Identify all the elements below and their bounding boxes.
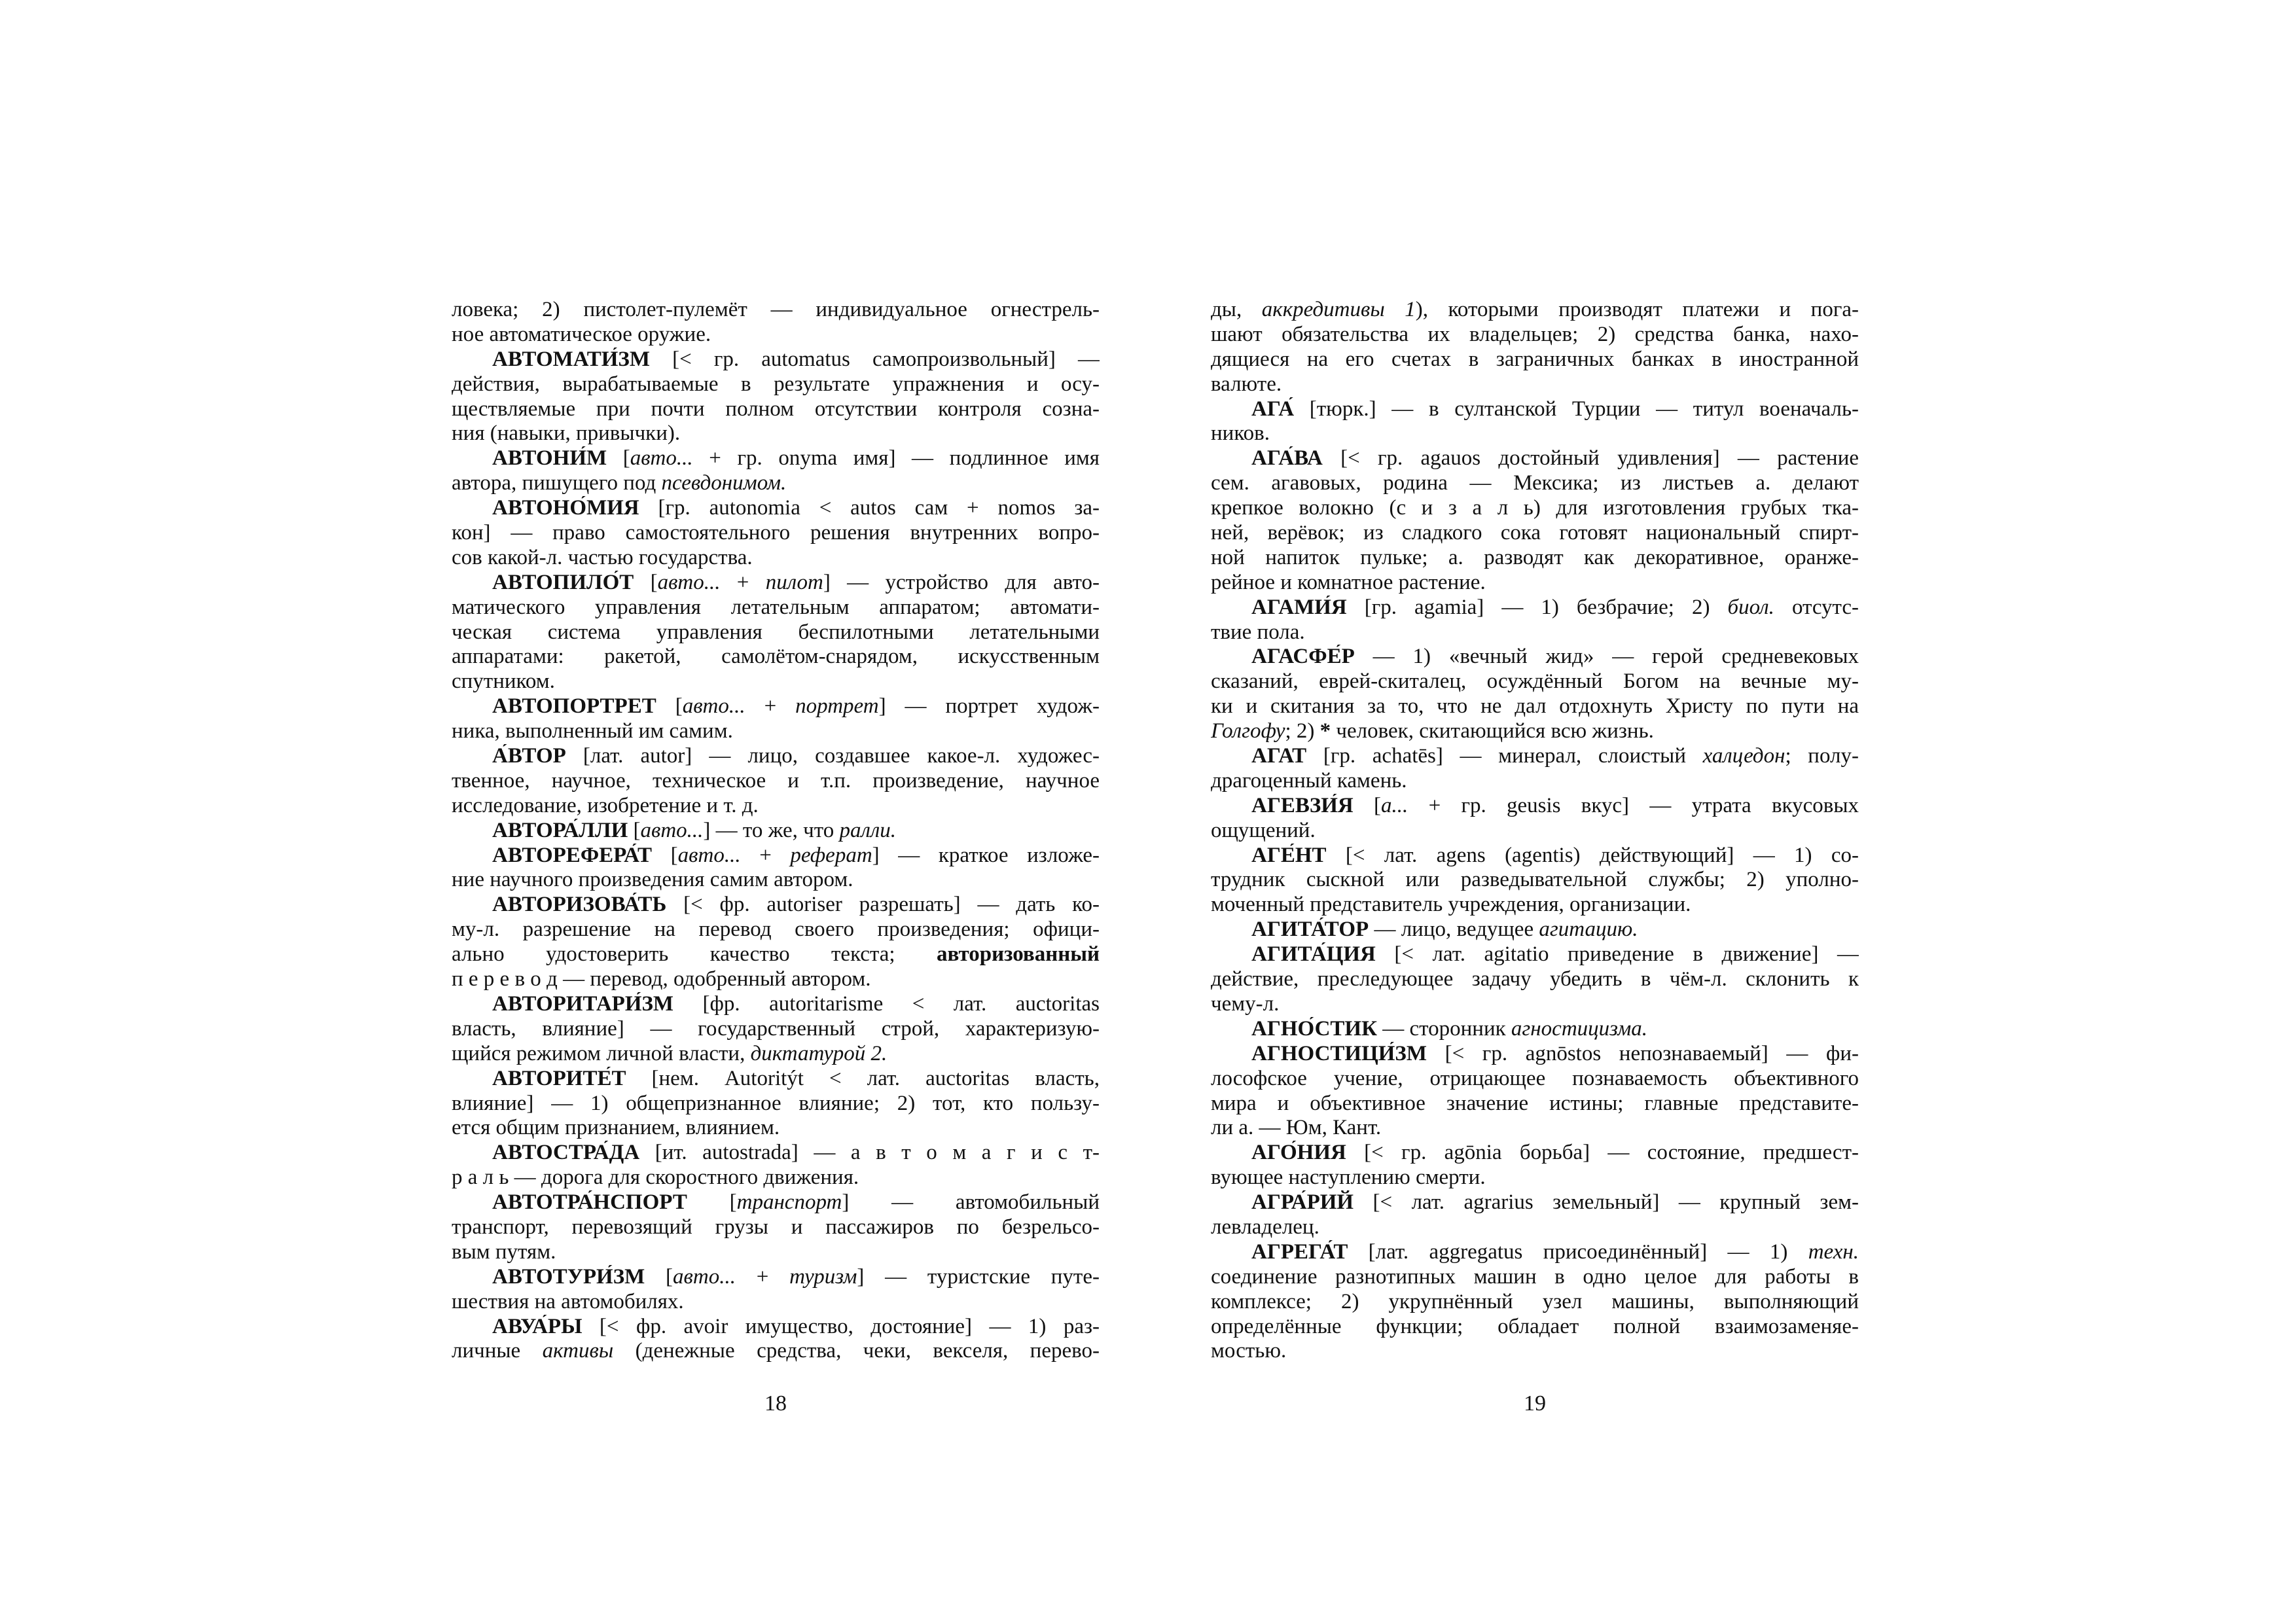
italic-run: портрет	[795, 694, 879, 719]
text-run: [< лат. agitatio приведение в движение] —	[1375, 942, 1859, 967]
text-line	[1211, 1141, 1859, 1166]
text-line	[1211, 1092, 1859, 1116]
text-run: ния (навыки, привычки).	[452, 421, 681, 446]
text-run: ли а. — Юм, Кант.	[1211, 1116, 1382, 1140]
headword: А́ВТОР	[492, 744, 566, 768]
text-run: человек, скитающийся всю жизнь.	[1331, 719, 1654, 743]
text-run: рейное и комнатное растение.	[1211, 570, 1486, 594]
text-run: крепкое волокно (с и з а л ь) для изготовления грубых тка-	[1211, 496, 1859, 520]
headword: авторизованный	[936, 942, 1100, 967]
text-run: ние научного произведения самим автором.	[452, 868, 853, 892]
text-run: ; полу-	[1785, 744, 1859, 768]
text-line	[1211, 1166, 1859, 1190]
italic-run: псевдонимом.	[661, 471, 787, 495]
text-line	[1211, 1116, 1859, 1141]
text-line	[1211, 669, 1859, 694]
text-run: ловека; 2) пистолет-пулемёт — индивидуальное огнестрель-	[452, 298, 1100, 321]
text-run: ] — краткое изложе-	[872, 843, 1100, 867]
text-run: [< гр. agnōstos непознаваемый] — фи-	[1426, 1041, 1859, 1065]
text-run: +	[740, 843, 791, 867]
text-run: — лицо, ведущее	[1369, 918, 1539, 942]
italic-run: реферат	[790, 843, 872, 867]
text-line	[1211, 496, 1859, 521]
text-line	[452, 521, 1100, 546]
text-run: чему-л.	[1211, 991, 1280, 1016]
italic-run: туризм	[789, 1264, 857, 1289]
text-run: [гр. achatēs] — минерал, слоистый	[1306, 744, 1703, 768]
text-run: ] — устройство для авто-	[823, 570, 1100, 594]
text-line	[452, 348, 1100, 372]
text-run: влияние] — 1) общепризнанное влияние; 2) тот, кто пользу-	[452, 1091, 1100, 1115]
text-run: ально удостоверить качество текста;	[452, 942, 937, 967]
text-run: моченный представитель учреждения, организации.	[1211, 893, 1691, 917]
text-line	[1211, 571, 1859, 596]
text-line	[452, 1017, 1100, 1042]
text-run: щийся режимом личной власти,	[452, 1041, 751, 1065]
text-run: [< лат. agens (agentis) действующий] — 1) со-	[1326, 843, 1859, 867]
text-line	[452, 769, 1100, 794]
italic-run: аккредитивы 1	[1261, 298, 1416, 321]
text-run: [гр. autonomia < autos сам + nomos за-	[639, 496, 1100, 520]
text-line	[1211, 348, 1859, 372]
text-run: лософское учение, отрицающее познаваемость объективного	[1211, 1066, 1859, 1090]
text-line	[452, 421, 1100, 446]
text-run: — сторонник	[1377, 1016, 1511, 1041]
text-run: [	[687, 1190, 737, 1215]
text-line	[1211, 446, 1859, 471]
italic-run: халцедон	[1702, 744, 1785, 768]
italic-run: ралли.	[839, 818, 897, 842]
italic-run: активы	[542, 1339, 614, 1363]
text-line	[1211, 744, 1859, 769]
text-run: соединение разнотипных машин в одно целое для работы в	[1211, 1264, 1859, 1289]
text-line	[1211, 645, 1859, 669]
text-run: [< гр. agauos достойный удивления] — растение	[1322, 446, 1859, 471]
text-run: левладелец.	[1211, 1215, 1319, 1239]
text-run: +	[720, 570, 766, 594]
text-run: ников.	[1211, 421, 1270, 446]
text-run: определённые функции; обладает полной взаимозаменяе-	[1211, 1314, 1859, 1338]
text-run: сем. агавовых, родина — Мексика; из листьев а. делают	[1211, 471, 1859, 495]
text-line	[1211, 1215, 1859, 1240]
text-line	[452, 819, 1100, 844]
text-line	[452, 967, 1100, 992]
text-line	[452, 323, 1100, 348]
headword: АВТОМАТИ́ЗМ	[492, 347, 650, 371]
text-run: транспорт, перевозящий грузы и пассажиров по безрельсо-	[452, 1215, 1100, 1239]
text-run: му-л. разрешение на перевод своего произведения; офици-	[452, 918, 1100, 942]
headword: АВТОПОРТРЕТ	[492, 694, 656, 719]
text-line	[452, 942, 1100, 967]
text-run: ется общим признанием, влиянием.	[452, 1116, 780, 1140]
text-run: действия, вырабатываемые в результате упражнения и осу-	[452, 372, 1100, 396]
text-run: мира и объективное значение истины; главные представите-	[1211, 1091, 1859, 1115]
text-run: драгоценный камень.	[1211, 768, 1407, 793]
text-line	[1211, 1240, 1859, 1265]
text-line	[452, 893, 1100, 918]
text-line	[452, 794, 1100, 819]
text-line	[1211, 471, 1859, 496]
text-run: ] — то же, что	[703, 818, 840, 842]
text-run: матического управления летательным аппаратом; автомати-	[452, 595, 1100, 619]
right-page	[1211, 298, 1859, 1436]
right-page-text	[1211, 298, 1859, 1364]
italic-run: агностицизма.	[1511, 1016, 1648, 1041]
text-run: дящиеся на его счетах в заграничных банках в иностранной	[1211, 347, 1859, 371]
text-line	[452, 868, 1100, 893]
headword: АВТОСТРА́ДА	[492, 1141, 640, 1165]
headword: АГАТ	[1251, 744, 1307, 768]
italic-run: диктатурой 2.	[750, 1041, 888, 1065]
text-line	[452, 1265, 1100, 1290]
text-line	[452, 596, 1100, 620]
text-line	[1211, 1315, 1859, 1340]
text-line	[1211, 719, 1859, 744]
headword: АВУА́РЫ	[492, 1314, 583, 1338]
text-run: комплексе; 2) укрупнённый узел машины, выполняющий	[1211, 1289, 1859, 1313]
text-line	[1211, 372, 1859, 397]
text-line	[452, 1141, 1100, 1166]
headword: АВТОРЕФЕРА́Т	[492, 843, 653, 867]
headword: АВТОПИЛО́Т	[492, 570, 634, 594]
text-line	[452, 546, 1100, 571]
text-run: валюте.	[1211, 372, 1282, 396]
text-run: вующее наступлению смерти.	[1211, 1166, 1486, 1190]
headword: АГРЕГА́Т	[1251, 1240, 1348, 1264]
text-run: ] — портрет худож-	[878, 694, 1100, 719]
text-line	[1211, 620, 1859, 645]
text-line	[1211, 967, 1859, 992]
text-run: ; 2)	[1285, 719, 1320, 743]
headword: АГИТА́ТОР	[1251, 918, 1369, 942]
text-line	[1211, 844, 1859, 868]
headword: АГА́ВА	[1251, 446, 1323, 471]
text-run: [гр. agamia] — 1) безбрачие; 2)	[1346, 595, 1728, 619]
text-run: [	[607, 446, 630, 471]
headword: *	[1319, 719, 1331, 743]
text-line	[1211, 1290, 1859, 1315]
text-run: ной напиток пульке; а. разводят как декоративное, оранже-	[1211, 545, 1859, 569]
text-line	[452, 719, 1100, 744]
text-run: ощущений.	[1211, 818, 1316, 842]
text-line	[1211, 893, 1859, 918]
headword: АГАСФЕ́Р	[1251, 645, 1355, 669]
text-run: ки и скитания за то, что не дал отдохнуть Христу по пути на	[1211, 694, 1859, 719]
headword: АВТОТУРИ́ЗМ	[492, 1264, 645, 1289]
left-page	[452, 298, 1100, 1436]
text-line	[1211, 323, 1859, 348]
text-line	[452, 397, 1100, 422]
text-run: + гр. geusis вкус] — утрата вкусовых	[1408, 793, 1859, 817]
text-line	[1211, 421, 1859, 446]
text-run: ное автоматическое оружие.	[452, 322, 711, 346]
text-line	[452, 1092, 1100, 1116]
text-run: исследование, изобретение и т. д.	[452, 793, 759, 817]
text-run: ществляемые при почти полном отсутствии контроля созна-	[452, 397, 1100, 421]
italic-run: авто...	[640, 818, 704, 842]
text-line	[452, 1339, 1100, 1364]
text-line	[452, 571, 1100, 596]
text-run: ] — автомобильный	[842, 1190, 1100, 1215]
text-run: [ит. autostrada] — а в т о м а г и с т-	[639, 1141, 1100, 1165]
text-line	[1211, 298, 1859, 323]
text-line	[1211, 694, 1859, 719]
headword: АГАМИ́Я	[1251, 595, 1347, 619]
text-line	[1211, 769, 1859, 794]
text-line	[1211, 397, 1859, 422]
text-line	[452, 1042, 1100, 1067]
italic-run: биол.	[1727, 595, 1774, 619]
text-line	[1211, 596, 1859, 620]
text-run: [лат. aggregatus присоединённый] — 1)	[1348, 1240, 1808, 1264]
text-line	[452, 496, 1100, 521]
text-line	[1211, 868, 1859, 893]
text-line	[452, 298, 1100, 323]
text-run: личные	[452, 1339, 543, 1363]
text-run: твие пола.	[1211, 620, 1305, 644]
text-line	[452, 471, 1100, 496]
text-line	[1211, 1017, 1859, 1042]
text-run: + гр. onyma имя] — подлинное имя	[692, 446, 1100, 471]
text-run: твенное, научное, техническое и т.п. произведение, научное	[452, 768, 1100, 793]
headword: АГРА́РИЙ	[1251, 1190, 1354, 1215]
text-run: п е р е в о д — перевод, одобренный автором.	[452, 967, 871, 991]
headword: АГА́	[1251, 397, 1295, 421]
text-run: трудник сыскной или разведывательной службы; 2) уполно-	[1211, 868, 1859, 892]
text-line	[452, 918, 1100, 942]
text-run: [< лат. agrarius земельный] — крупный зем-	[1354, 1190, 1859, 1215]
text-run: действие, преследующее задачу убедить в чём-л. склонить к	[1211, 967, 1859, 991]
headword: АГЕ́НТ	[1251, 843, 1327, 867]
text-run: ), которыми производят платежи и пога-	[1415, 298, 1859, 321]
italic-run: авто...	[657, 570, 721, 594]
text-run: ды,	[1211, 298, 1262, 321]
italic-run: авто...	[677, 843, 741, 867]
italic-run: авто...	[630, 446, 693, 471]
italic-run: авто...	[673, 1264, 736, 1289]
text-run: [< фр. autoriser разрешать] — дать ко-	[666, 893, 1100, 917]
headword: АВТОРА́ЛЛИ	[492, 818, 628, 842]
headword: АВТОНО́МИЯ	[492, 496, 639, 520]
headword: АВТОТРА́НСПОРТ	[492, 1190, 687, 1215]
text-run: мостью.	[1211, 1339, 1287, 1363]
text-run: спутником.	[452, 669, 555, 694]
text-run: +	[745, 694, 796, 719]
text-run: аппаратами: ракетой, самолётом-снарядом, искусственным	[452, 645, 1100, 669]
text-line	[1211, 521, 1859, 546]
page-number: 19	[1524, 1391, 1546, 1416]
italic-run: агитацию.	[1539, 918, 1638, 942]
page-number: 18	[764, 1391, 787, 1416]
text-line	[452, 1166, 1100, 1190]
text-run: шают обязательства их владельцев; 2) средства банка, нахо-	[1211, 322, 1859, 346]
text-run: — 1) «вечный жид» — герой средневековых	[1354, 645, 1859, 669]
text-run: автора, пишущего под	[452, 471, 662, 495]
text-run: [нем. Autoritýt < лат. auctoritas власть,	[626, 1066, 1100, 1090]
text-line	[452, 1315, 1100, 1340]
text-line	[1211, 1190, 1859, 1215]
text-run: ней, верёвок; из сладкого сока готовят национальный спирт-	[1211, 521, 1859, 545]
text-run: ника, выполненный им самим.	[452, 719, 733, 743]
text-line	[452, 645, 1100, 669]
headword: АГНО́СТИК	[1251, 1016, 1378, 1041]
text-run: кон] — право самостоятельного решения внутренних вопро-	[452, 521, 1100, 545]
headword: АГЕВЗИ́Я	[1251, 793, 1354, 817]
text-run: [< фр. avoir имущество, достояние] — 1) раз-	[582, 1314, 1100, 1338]
italic-run: техн.	[1808, 1240, 1859, 1264]
left-page-text	[452, 298, 1100, 1364]
text-run: [тюрк.] — в султанской Турции — титул военачаль-	[1294, 397, 1859, 421]
text-run: [	[645, 1264, 673, 1289]
text-line	[452, 1290, 1100, 1315]
text-line	[452, 372, 1100, 397]
text-run: сказаний, еврей-скиталец, осуждённый Богом на вечные му-	[1211, 669, 1859, 694]
text-line	[452, 1067, 1100, 1092]
headword: АГНОСТИЦИ́ЗМ	[1251, 1041, 1427, 1065]
text-line	[1211, 918, 1859, 942]
text-run: вым путям.	[452, 1240, 556, 1264]
text-line	[1211, 1042, 1859, 1067]
headword: АВТОРИЗОВА́ТЬ	[492, 893, 667, 917]
text-run: отсутс-	[1774, 595, 1859, 619]
text-run: [	[628, 818, 641, 842]
text-line	[452, 446, 1100, 471]
headword: АВТОНИ́М	[492, 446, 607, 471]
text-run: [	[656, 694, 683, 719]
text-line	[452, 1215, 1100, 1240]
text-line	[1211, 1067, 1859, 1092]
text-line	[1211, 1265, 1859, 1290]
text-run: (денежные средства, чеки, векселя, перево-	[613, 1339, 1100, 1363]
text-line	[452, 744, 1100, 769]
text-run: [< гр. agōnia борьба] — состояние, предшест-	[1346, 1141, 1859, 1165]
text-line	[452, 669, 1100, 694]
text-line	[1211, 992, 1859, 1017]
headword: АВТОРИТЕ́Т	[492, 1066, 626, 1090]
italic-run: пилот	[765, 570, 823, 594]
text-run: [	[652, 843, 678, 867]
headword: АГО́НИЯ	[1251, 1141, 1346, 1165]
text-run: [лат. autor] — лицо, создавшее какое-л. художес-	[565, 744, 1100, 768]
italic-run: а...	[1381, 793, 1408, 817]
text-run: [	[1353, 793, 1382, 817]
text-line	[452, 1190, 1100, 1215]
text-run: ] — туристские путе-	[857, 1264, 1100, 1289]
text-line	[1211, 546, 1859, 571]
text-line	[1211, 794, 1859, 819]
text-run: [	[634, 570, 658, 594]
text-run: [< гр. automatus самопроизвольный] —	[649, 347, 1100, 371]
text-line	[452, 844, 1100, 868]
text-run: [фр. autoritarisme < лат. auctoritas	[673, 991, 1100, 1016]
text-line	[452, 1240, 1100, 1265]
text-run: +	[735, 1264, 790, 1289]
text-line	[1211, 819, 1859, 844]
text-line	[452, 694, 1100, 719]
text-line	[452, 620, 1100, 645]
text-line	[452, 1116, 1100, 1141]
text-line	[1211, 1339, 1859, 1364]
text-line	[1211, 942, 1859, 967]
text-run: р а л ь — дорога для скоростного движения.	[452, 1166, 859, 1190]
text-run: сов какой-л. частью государства.	[452, 545, 753, 569]
text-run: ческая система управления беспилотными летательными	[452, 620, 1100, 644]
italic-run: транспорт	[736, 1190, 842, 1215]
headword: АВТОРИТАРИ́ЗМ	[492, 991, 674, 1016]
headword: АГИТА́ЦИЯ	[1251, 942, 1376, 967]
text-line	[452, 992, 1100, 1017]
text-run: власть, влияние] — государственный строй, характеризую-	[452, 1016, 1100, 1041]
text-run: шествия на автомобилях.	[452, 1289, 684, 1313]
italic-run: Голгофу	[1211, 719, 1285, 743]
italic-run: авто...	[682, 694, 745, 719]
